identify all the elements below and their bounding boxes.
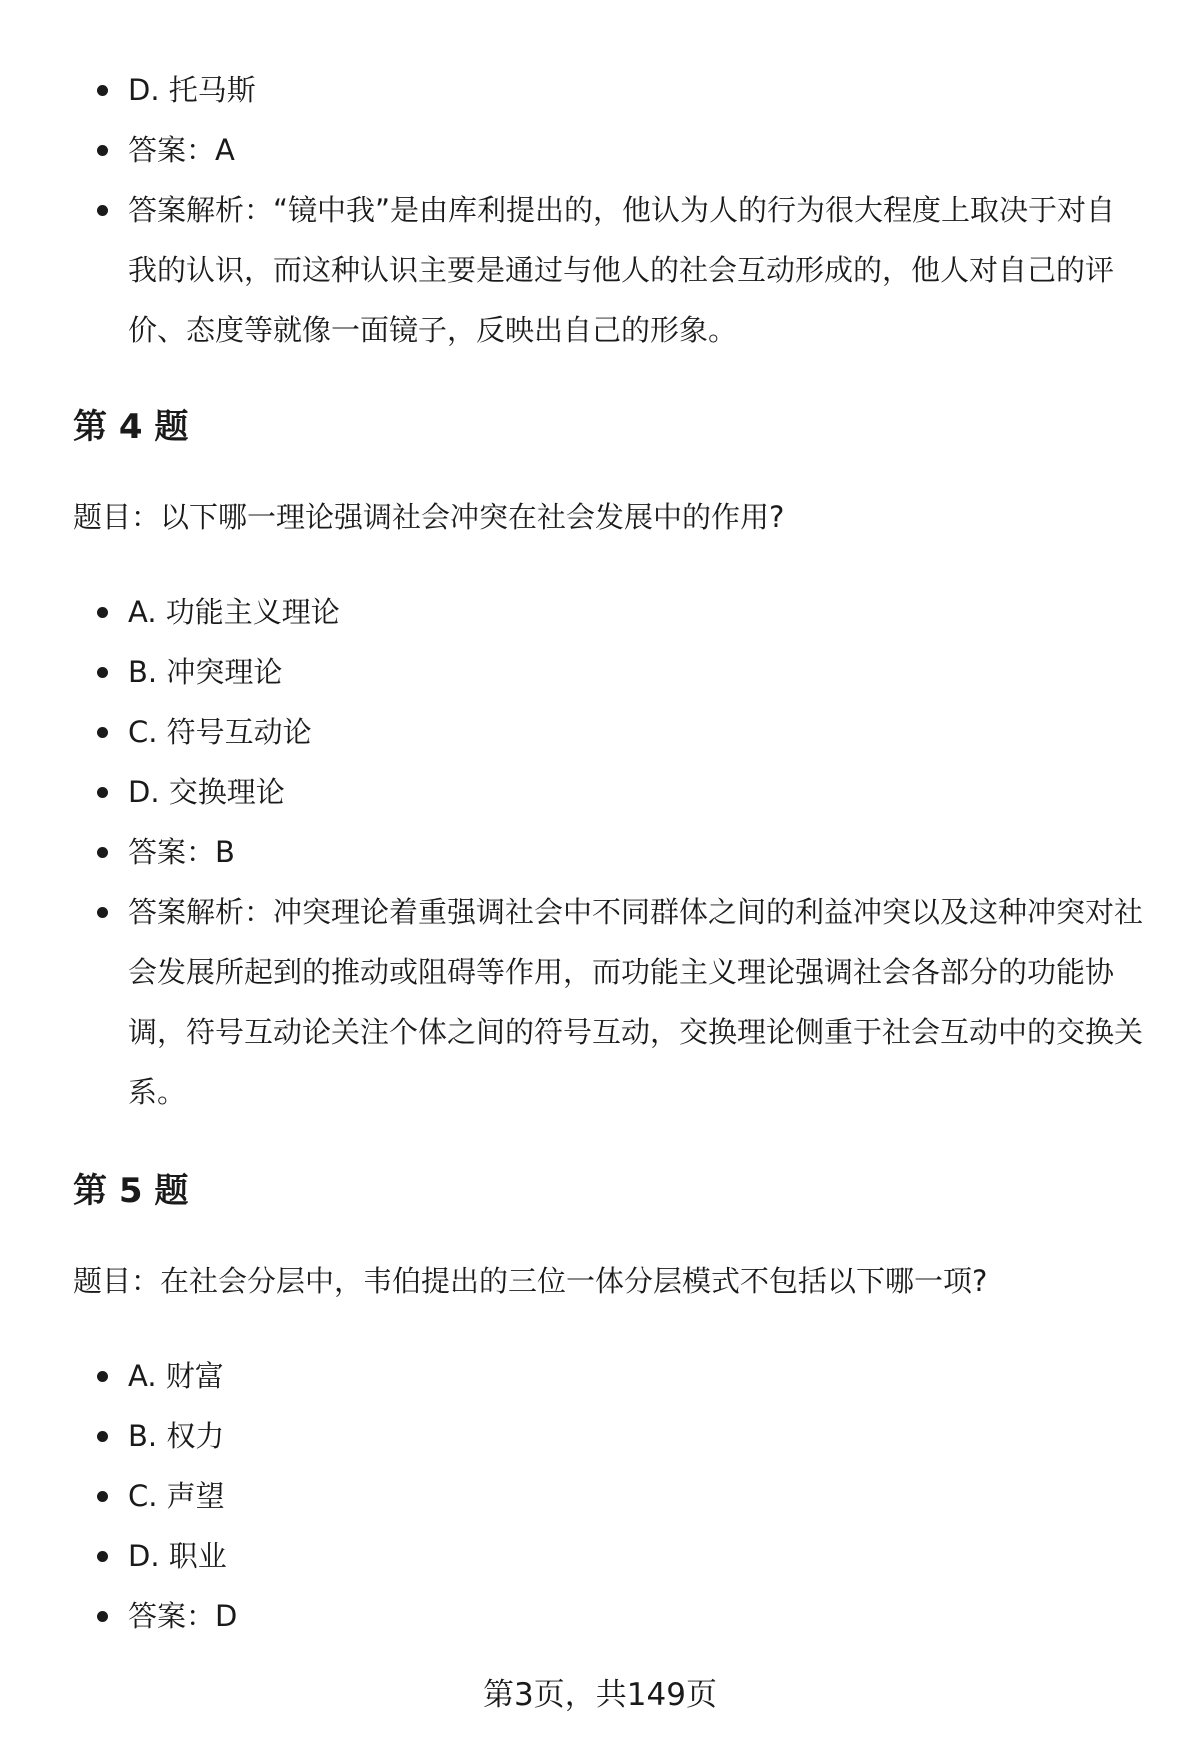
option-b xyxy=(73,1406,1143,1466)
bullet-icon xyxy=(97,787,108,798)
document-page xyxy=(73,60,1143,1646)
answer-text: 答案：B xyxy=(128,835,235,869)
explanation-text: 答案解析：“镜中我”是由库利提出的，他认为人的行为很大程度上取决于对自我的认识，而这种认识主要是通过与他人的社会互动形成的，他人对自己的评价、态度等就像一面镜子，反映出自己的形象。 xyxy=(128,193,1116,347)
question-4-list xyxy=(73,582,1143,1122)
option-d xyxy=(73,762,1143,822)
question-4-text: 题目：以下哪一理论强调社会冲突在社会发展中的作用? xyxy=(73,500,785,534)
option-text: A. 财富 xyxy=(128,1359,224,1393)
option-text: A. 功能主义理论 xyxy=(128,595,340,629)
bullet-icon xyxy=(97,607,108,618)
question-5-text: 题目：在社会分层中，韦伯提出的三位一体分层模式不包括以下哪一项? xyxy=(73,1264,988,1298)
answer-explanation xyxy=(73,180,1143,360)
answer xyxy=(73,822,1143,882)
bullet-icon xyxy=(97,1431,108,1442)
option-d xyxy=(73,1526,1143,1586)
option-text: B. 冲突理论 xyxy=(128,655,283,689)
option-text: D. 交换理论 xyxy=(128,775,285,809)
option-a xyxy=(73,582,1143,642)
option-text: C. 声望 xyxy=(128,1479,225,1513)
option-a xyxy=(73,1346,1143,1406)
bullet-icon xyxy=(97,205,108,216)
bullet-icon xyxy=(97,85,108,96)
option-d xyxy=(73,60,1143,120)
previous-question-list xyxy=(73,60,1143,360)
bullet-icon xyxy=(97,1371,108,1382)
question-5-list xyxy=(73,1346,1143,1646)
question-4-heading: 第 4 题 xyxy=(73,407,189,447)
page-number-footer: 第3页，共149页 xyxy=(483,1677,717,1713)
option-c xyxy=(73,1466,1143,1526)
option-text: D. 托马斯 xyxy=(128,73,256,107)
answer-explanation xyxy=(73,882,1143,1122)
bullet-icon xyxy=(97,667,108,678)
answer xyxy=(73,1586,1143,1646)
option-text: B. 权力 xyxy=(128,1419,225,1453)
bullet-icon xyxy=(97,1551,108,1562)
answer-text: 答案：A xyxy=(128,133,235,167)
explanation-text: 答案解析：冲突理论着重强调社会中不同群体之间的利益冲突以及这种冲突对社会发展所起到的推动或阻碍等作用，而功能主义理论强调社会各部分的功能协调，符号互动论关注个体之间的符号互动，交换理论侧重于社会互动中的交换关系。 xyxy=(128,895,1144,1109)
bullet-icon xyxy=(97,847,108,858)
bullet-icon xyxy=(97,1611,108,1622)
option-b xyxy=(73,642,1143,702)
bullet-icon xyxy=(97,145,108,156)
answer-text: 答案：D xyxy=(128,1599,238,1633)
answer xyxy=(73,120,1143,180)
bullet-icon xyxy=(97,907,108,918)
option-c xyxy=(73,702,1143,762)
option-text: D. 职业 xyxy=(128,1539,227,1573)
question-5-heading: 第 5 题 xyxy=(73,1171,189,1211)
bullet-icon xyxy=(97,727,108,738)
bullet-icon xyxy=(97,1491,108,1502)
option-text: C. 符号互动论 xyxy=(128,715,312,749)
